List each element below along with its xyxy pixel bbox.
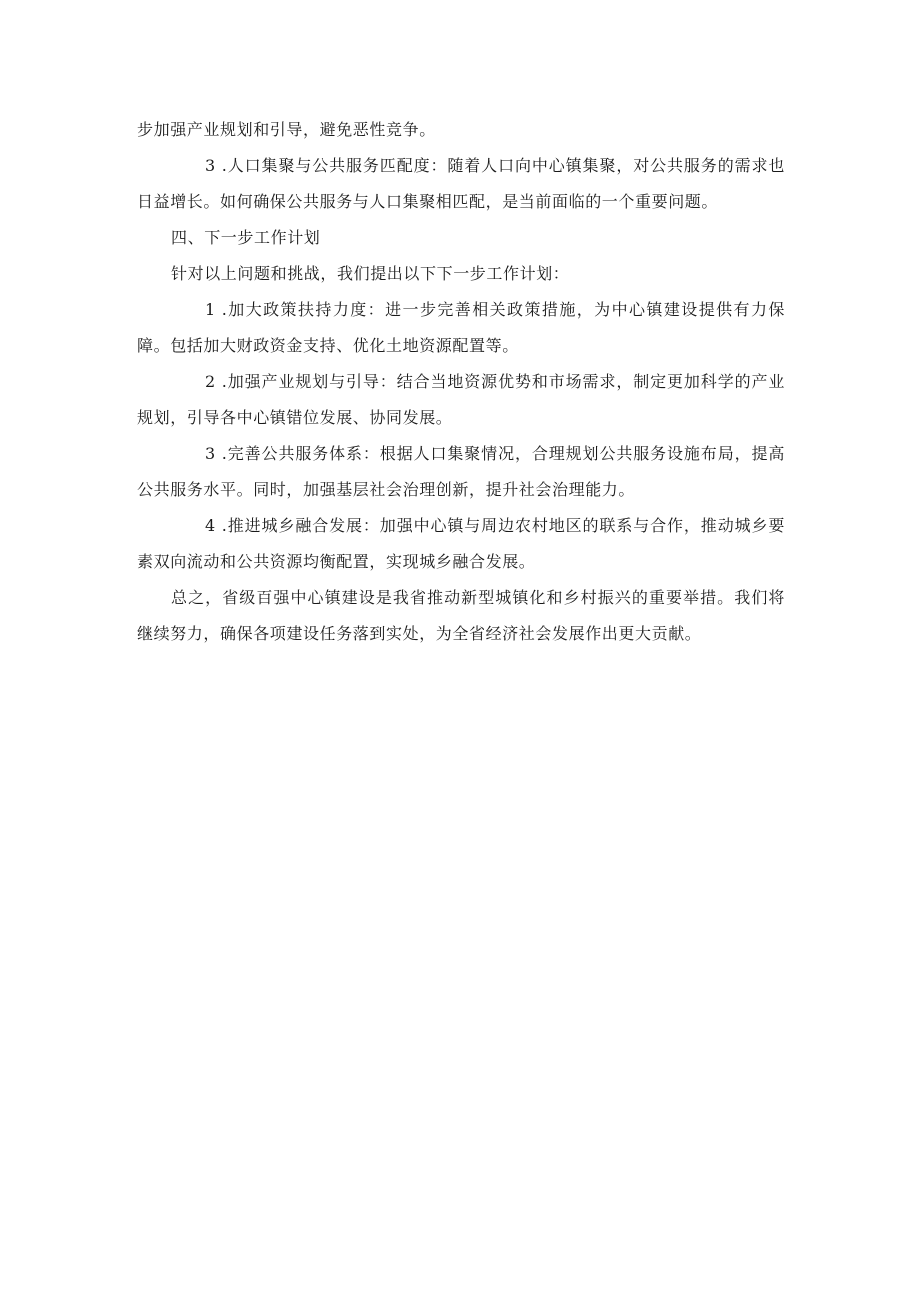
- heading-text: 四、下一步工作计划: [171, 228, 321, 247]
- list-number: 4: [205, 516, 216, 535]
- list-item-industry-planning: [137, 364, 785, 436]
- paragraph-text: .人口集聚与公共服务匹配度：随着人口向中心镇集聚，对公共服务的需求也日益增长。如何确保公共服务与人口集聚相匹配，是当前面临的一个重要问题。: [137, 156, 785, 211]
- paragraph-conclusion: [137, 580, 785, 652]
- paragraph-text: 总之，省级百强中心镇建设是我省推动新型城镇化和乡村振兴的重要举措。我们将继续努力，确保各项建设任务落到实处，为全省经济社会发展作出更大贡献。: [137, 588, 785, 643]
- section-heading-next-steps: [137, 220, 785, 256]
- list-item-public-services: [137, 436, 785, 508]
- paragraph-text: .加强产业规划与引导：结合当地资源优势和市场需求，制定更加科学的产业规划，引导各中心镇错位发展、协同发展。: [137, 372, 785, 427]
- paragraph-text: .完善公共服务体系：根据人口集聚情况，合理规划公共服务设施布局，提高公共服务水平。同时，加强基层社会治理创新，提升社会治理能力。: [137, 444, 785, 499]
- paragraph-intro: [137, 256, 785, 292]
- list-item-urban-rural: [137, 508, 785, 580]
- list-number: 3: [205, 156, 216, 175]
- paragraph-text: .加大政策扶持力度：进一步完善相关政策措施，为中心镇建设提供有力保障。包括加大财政资金支持、优化土地资源配置等。: [137, 300, 785, 355]
- list-item-policy-support: [137, 292, 785, 364]
- list-number: 2: [205, 372, 216, 391]
- paragraph-text: 针对以上问题和挑战，我们提出以下下一步工作计划：: [171, 264, 570, 283]
- paragraph-text: 步加强产业规划和引导，避免恶性竞争。: [137, 120, 436, 139]
- paragraph-text: .推进城乡融合发展：加强中心镇与周边农村地区的联系与合作，推动城乡要素双向流动和公共资源均衡配置，实现城乡融合发展。: [137, 516, 785, 571]
- list-number: 1: [205, 300, 216, 319]
- paragraph-continuation: [137, 112, 785, 148]
- list-number: 3: [205, 444, 216, 463]
- list-item-population-services: [137, 148, 785, 220]
- document-page: [137, 112, 785, 652]
